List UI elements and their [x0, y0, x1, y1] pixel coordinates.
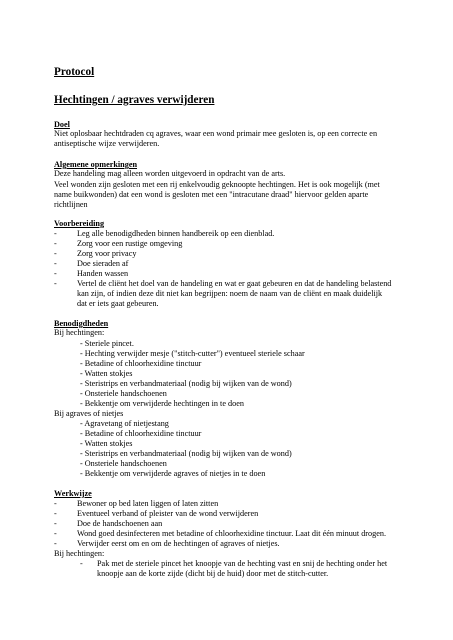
sub-label-agraves: Bij agraves of nietjes: [54, 409, 124, 418]
list-bullet: -: [54, 229, 57, 238]
list-item: - Watten stokjes: [80, 369, 133, 378]
list-item: - Steristrips en verbandmateriaal (nodig bij wijken van de wond): [80, 449, 292, 458]
list-item: Doe de handschoenen aan: [77, 519, 163, 528]
list-item-continuation: kan zijn, of indien deze dit niet kan begrijpen: noem de naam van de cliënt en maak duidelijk: [77, 289, 383, 298]
list-item-continuation: knoopje aan de korte zijde (dicht bij de huid) door met de stitch-cutter.: [97, 569, 329, 578]
list-bullet: -: [54, 529, 57, 538]
list-item: - Steriele pincet.: [80, 339, 134, 348]
list-item: Doe sieraden af: [77, 259, 129, 268]
paragraph-line: name buikwonden) dat een wond is gesloten met een "intracutane draad" hiervoor gelden aparte: [54, 190, 369, 199]
list-item: Vertel de cliënt het doel van de handeling en wat er gaat gebeuren en dat de handeling belastend: [77, 279, 392, 288]
list-item-continuation: dat er iets gaat gebeuren.: [77, 299, 159, 308]
sub-label-hechtingen: Bij hechtingen:: [54, 549, 105, 558]
list-item: - Steristrips en verbandmateriaal (nodig bij wijken van de wond): [80, 379, 292, 388]
list-item: Zorg voor een rustige omgeving: [77, 239, 183, 248]
list-item: Bewoner op bed laten liggen of laten zitten: [77, 499, 219, 508]
document-title: Protocol: [54, 66, 95, 78]
paragraph-line: richtlijnen: [54, 200, 88, 209]
document-subtitle: Hechtingen / agraves verwijderen: [54, 94, 215, 106]
section-heading-algemeen: Algemene opmerkingen: [54, 160, 138, 169]
list-item: - Betadine of chloorhexidine tinctuur: [80, 429, 202, 438]
section-heading-werkwijze: Werkwijze: [54, 489, 92, 498]
list-item: - Bekkentje om verwijderde hechtingen in te doen: [80, 399, 244, 408]
list-bullet: -: [54, 499, 57, 508]
list-bullet: -: [54, 249, 57, 258]
paragraph-line: antiseptische wijze verwijderen.: [54, 139, 160, 148]
list-bullet: -: [54, 269, 57, 278]
list-item: Pak met de steriele pincet het knoopje van de hechting vast en snij de hechting onder het: [97, 559, 388, 568]
list-bullet: -: [54, 279, 57, 288]
section-heading-doel: Doel: [54, 120, 70, 129]
list-item: - Watten stokjes: [80, 439, 133, 448]
list-item: - Betadine of chloorhexidine tinctuur: [80, 359, 202, 368]
list-bullet: -: [54, 239, 57, 248]
list-bullet: -: [54, 509, 57, 518]
paragraph-line: Veel wonden zijn gesloten met een rij enkelvoudig geknoopte hechtingen. Het is ook mogelijk (met: [54, 180, 380, 189]
list-bullet: -: [54, 259, 57, 268]
sub-label-hechtingen: Bij hechtingen:: [54, 328, 105, 337]
list-item: Eventueel verband of pleister van de wond verwijderen: [77, 509, 259, 518]
list-item: - Onsteriele handschoenen: [80, 389, 167, 398]
section-heading-voorbereiding: Voorbereiding: [54, 219, 105, 228]
paragraph-line: Niet oplosbaar hechtdraden cq agraves, waar een wond primair mee gesloten is, op een correcte en: [54, 129, 378, 138]
list-item: - Bekkentje om verwijderde agraves of nietjes in te doen: [80, 469, 266, 478]
list-bullet: -: [80, 559, 83, 568]
list-item: Leg alle benodigdheden binnen handbereik op een dienblad.: [77, 229, 275, 238]
list-item: - Hechting verwijder mesje ("stitch-cutter") eventueel steriele schaar: [80, 349, 305, 358]
list-item: - Onsteriele handschoenen: [80, 459, 167, 468]
list-item: Zorg voor privacy: [77, 249, 137, 258]
list-item: Verwijder eerst om en om de hechtingen of agraves of nietjes.: [77, 539, 280, 548]
list-bullet: -: [54, 519, 57, 528]
paragraph-line: Deze handeling mag alleen worden uitgevoerd in opdracht van de arts.: [54, 169, 286, 178]
section-heading-benodigdheden: Benodigdheden: [54, 319, 109, 328]
list-item: - Agravetang of nietjestang: [80, 419, 169, 428]
list-item: Handen wassen: [77, 269, 129, 278]
list-bullet: -: [54, 539, 57, 548]
list-item: Wond goed desinfecteren met betadine of chloorhexidine tinctuur. Laat dit één minuut drogen.: [77, 529, 387, 538]
